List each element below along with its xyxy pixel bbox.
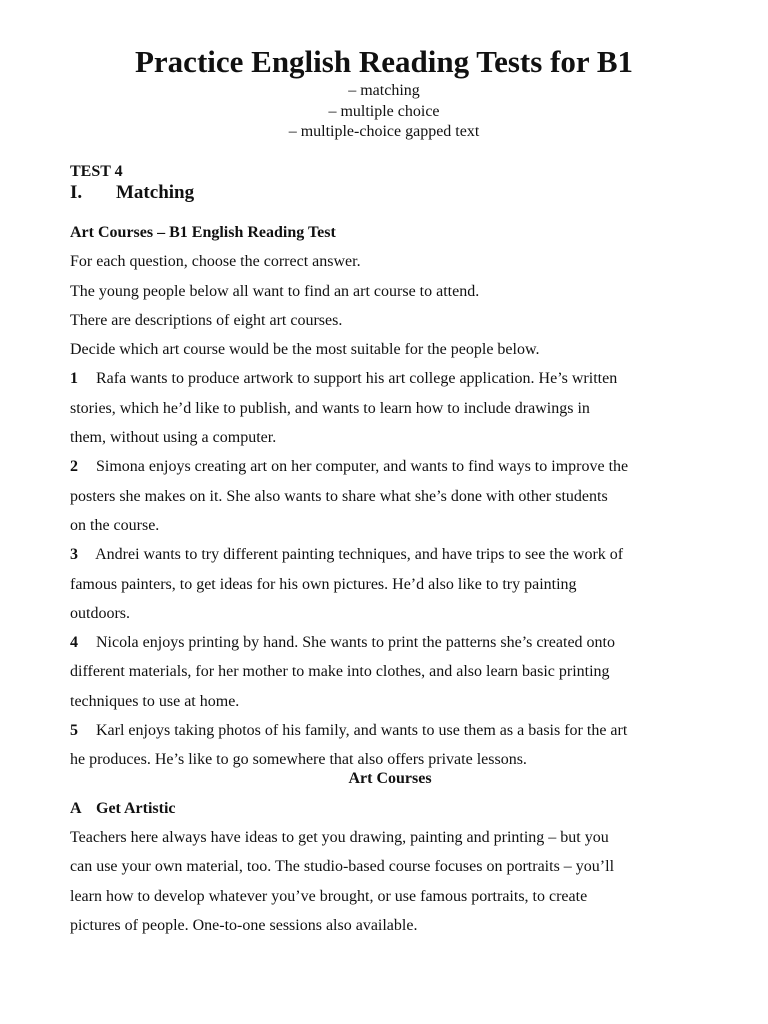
section-heading: [70, 181, 194, 205]
question-text: Rafa wants to produce artwork to support his art college application. He’s written: [96, 370, 618, 388]
question-text: outdoors.: [70, 604, 130, 622]
course-text: pictures of people. One-to-one sessions also available.: [70, 916, 418, 934]
question-text: stories, which he’d like to publish, and wants to learn how to include drawings in: [70, 399, 590, 417]
subtitle-multiple-choice: – multiple choice: [328, 102, 440, 120]
document-title: Practice English Reading Tests for B1: [134, 44, 634, 79]
question-text: he produces. He’s like to go somewhere that also offers private lessons.: [70, 751, 527, 769]
question-text: Andrei wants to try different painting techniques, and have trips to see the work of: [95, 546, 624, 564]
question-text: Nicola enjoys printing by hand. She wants to print the patterns she’s created onto: [96, 634, 615, 652]
test-label: TEST 4: [70, 163, 123, 180]
courses-heading: Art Courses: [348, 769, 432, 787]
course-letter: A: [70, 799, 82, 817]
course-a: [70, 794, 710, 940]
course-name: Get Artistic: [96, 799, 176, 817]
instruction-line: Decide which art course would be the most suitable for the people below.: [70, 341, 540, 359]
question-text: on the course.: [70, 516, 160, 534]
question-text: different materials, for her mother to make into clothes, and also learn basic printing: [70, 663, 610, 681]
instruction-line: The young people below all want to find an art course to attend.: [70, 282, 480, 300]
question-number: 4: [70, 634, 78, 652]
section-number: I.: [70, 182, 83, 203]
question-text: Karl enjoys taking photos of his family, and wants to use them as a basis for the art: [96, 722, 628, 740]
instruction-line: For each question, choose the correct answer.: [70, 253, 361, 271]
course-text: learn how to develop whatever you’ve brought, or use famous portraits, to create: [70, 887, 588, 905]
question-2: [70, 452, 710, 540]
section-title: Matching: [116, 182, 195, 203]
question-1: [70, 364, 710, 452]
question-text: posters she makes on it. She also wants to share what she’s done with other students: [70, 487, 608, 505]
question-text: Simona enjoys creating art on her computer, and wants to find ways to improve the: [96, 458, 629, 476]
question-text: famous painters, to get ideas for his own pictures. He’d also like to try painting: [70, 575, 577, 593]
test-title: Art Courses – B1 English Reading Test: [70, 224, 336, 241]
question-number: 1: [70, 370, 78, 388]
question-number: 3: [70, 546, 78, 564]
question-5: [70, 716, 710, 775]
subtitle-list: [0, 81, 768, 143]
question-text: them, without using a computer.: [70, 429, 277, 447]
question-text: techniques to use at home.: [70, 692, 240, 710]
course-text: Teachers here always have ideas to get you drawing, painting and printing – but you: [70, 828, 609, 846]
question-3: [70, 540, 710, 628]
question-number: 2: [70, 458, 78, 476]
course-text: can use your own material, too. The studio-based course focuses on portraits – you’ll: [70, 858, 615, 876]
subtitle-gapped-text: – multiple-choice gapped text: [288, 123, 480, 140]
subtitle-matching: – matching: [348, 82, 420, 99]
document-body: [70, 218, 710, 940]
question-4: [70, 628, 710, 716]
question-number: 5: [70, 722, 78, 740]
instruction-line: There are descriptions of eight art courses.: [70, 311, 343, 329]
